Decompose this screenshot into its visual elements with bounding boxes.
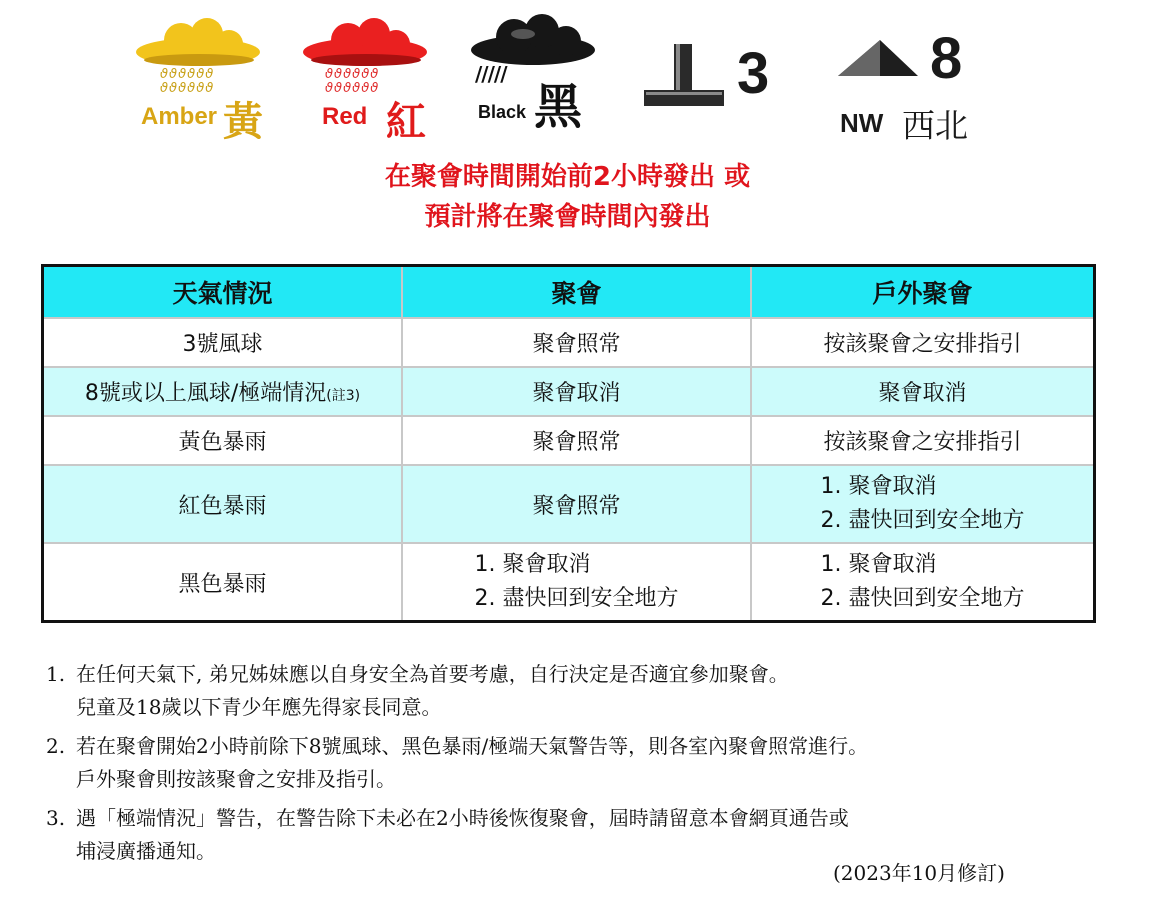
inverted-t-icon xyxy=(640,42,730,112)
cell-meeting: 聚會取消 xyxy=(402,367,751,416)
headline-line-2: 預計將在聚會時間內發出 xyxy=(424,202,711,232)
red-rain-row: ϑϑϑϑϑϑ xyxy=(325,81,380,96)
cell-condition: 黑色暴雨 xyxy=(43,543,403,622)
note-number: 3. xyxy=(46,806,66,830)
black-label-zh: 黑 xyxy=(534,79,583,135)
cell-outdoor xyxy=(751,543,1095,622)
weather-arrangement-table xyxy=(41,264,1096,623)
step-item: 2. 盡快回到安全地方 xyxy=(820,508,1025,533)
signal-8-direction-zh: 西北 xyxy=(902,106,968,145)
note-line: 若在聚會開始2小時前除下8號風球、黑色暴雨/極端天氣警告等，則各室內聚會照常進行。 xyxy=(76,734,869,758)
note-item xyxy=(46,730,1046,796)
black-rain-row: ///// xyxy=(475,62,507,86)
amber-label-zh: 黃 xyxy=(223,99,263,145)
note-line: 遇「極端情況」警告，在警告除下未必在2小時後恢復聚會，屆時請留意本會網頁通告或 xyxy=(76,806,849,830)
black-rainstorm-icon xyxy=(468,14,598,135)
table-row xyxy=(43,465,1095,543)
step-item: 2. 盡快回到安全地方 xyxy=(820,586,1025,611)
outdoor-steps xyxy=(821,548,1025,616)
red-rainstorm-icon xyxy=(300,18,430,145)
warning-signal-icons xyxy=(0,0,1151,150)
table-row xyxy=(43,318,1095,367)
amber-cloud-icon xyxy=(133,18,263,68)
note-number: 1. xyxy=(46,662,66,686)
signal-3-number: 3 xyxy=(737,41,770,106)
cell-meeting: 聚會照常 xyxy=(402,465,751,543)
cell-outdoor xyxy=(751,465,1095,543)
cell-meeting xyxy=(402,543,751,622)
strong-wind-signal-3-icon xyxy=(640,40,790,120)
meeting-steps xyxy=(475,548,679,616)
cell-condition xyxy=(43,367,403,416)
table-header-row xyxy=(43,266,1095,319)
header-outdoor: 戶外聚會 xyxy=(751,266,1095,319)
notes-list xyxy=(46,658,1046,868)
outdoor-steps xyxy=(821,470,1025,538)
red-cloud-icon xyxy=(300,18,430,68)
amber-rainstorm-icon xyxy=(133,18,263,145)
note-line: 戶外聚會則按該聚會之安排及指引。 xyxy=(76,767,396,791)
note-number: 2. xyxy=(46,734,66,758)
table-row xyxy=(43,367,1095,416)
cell-meeting: 聚會照常 xyxy=(402,318,751,367)
cell-outdoor: 聚會取消 xyxy=(751,367,1095,416)
red-label-en: Red xyxy=(322,103,368,130)
cell-condition: 黃色暴雨 xyxy=(43,416,403,465)
headline-line-1: 在聚會時間開始前2小時發出 或 xyxy=(384,162,751,192)
header-condition: 天氣情況 xyxy=(43,266,403,319)
gale-signal-8-nw-icon xyxy=(830,28,1000,143)
table-row xyxy=(43,416,1095,465)
condition-note: (註3) xyxy=(326,388,361,404)
note-item xyxy=(46,658,1046,724)
header-meeting: 聚會 xyxy=(402,266,751,319)
note-line: 兒童及18歲以下青少年應先得家長同意。 xyxy=(76,695,442,719)
note-line: 埔浸廣播通知。 xyxy=(76,839,216,863)
black-cloud-icon xyxy=(468,14,598,68)
amber-rain-row: ϑϑϑϑϑϑ xyxy=(160,67,215,82)
step-item: 1. 聚會取消 xyxy=(474,552,591,577)
cell-outdoor: 按該聚會之安排指引 xyxy=(751,416,1095,465)
red-rain-row: ϑϑϑϑϑϑ xyxy=(325,67,380,82)
revision-date: (2023年10月修訂) xyxy=(833,861,1005,885)
step-item: 1. 聚會取消 xyxy=(820,552,937,577)
red-label-zh: 紅 xyxy=(386,99,426,145)
signal-8-number: 8 xyxy=(930,26,963,91)
cell-outdoor: 按該聚會之安排指引 xyxy=(751,318,1095,367)
amber-label-en: Amber xyxy=(141,103,218,130)
note-line: 在任何天氣下, 弟兄姊妹應以自身安全為首要考慮，自行決定是否適宜參加聚會。 xyxy=(76,662,789,686)
cell-meeting: 聚會照常 xyxy=(402,416,751,465)
table-row xyxy=(43,543,1095,622)
condition-text: 8號或以上風球/極端情況 xyxy=(84,381,327,406)
cell-condition: 紅色暴雨 xyxy=(43,465,403,543)
nw-triangle-icon xyxy=(834,36,924,86)
black-label-en: Black xyxy=(478,102,527,122)
amber-rain-row: ϑϑϑϑϑϑ xyxy=(160,81,215,96)
signal-8-direction-en: NW xyxy=(840,108,884,138)
cell-condition: 3號風球 xyxy=(43,318,403,367)
step-item: 2. 盡快回到安全地方 xyxy=(474,586,679,611)
step-item: 1. 聚會取消 xyxy=(820,474,937,499)
